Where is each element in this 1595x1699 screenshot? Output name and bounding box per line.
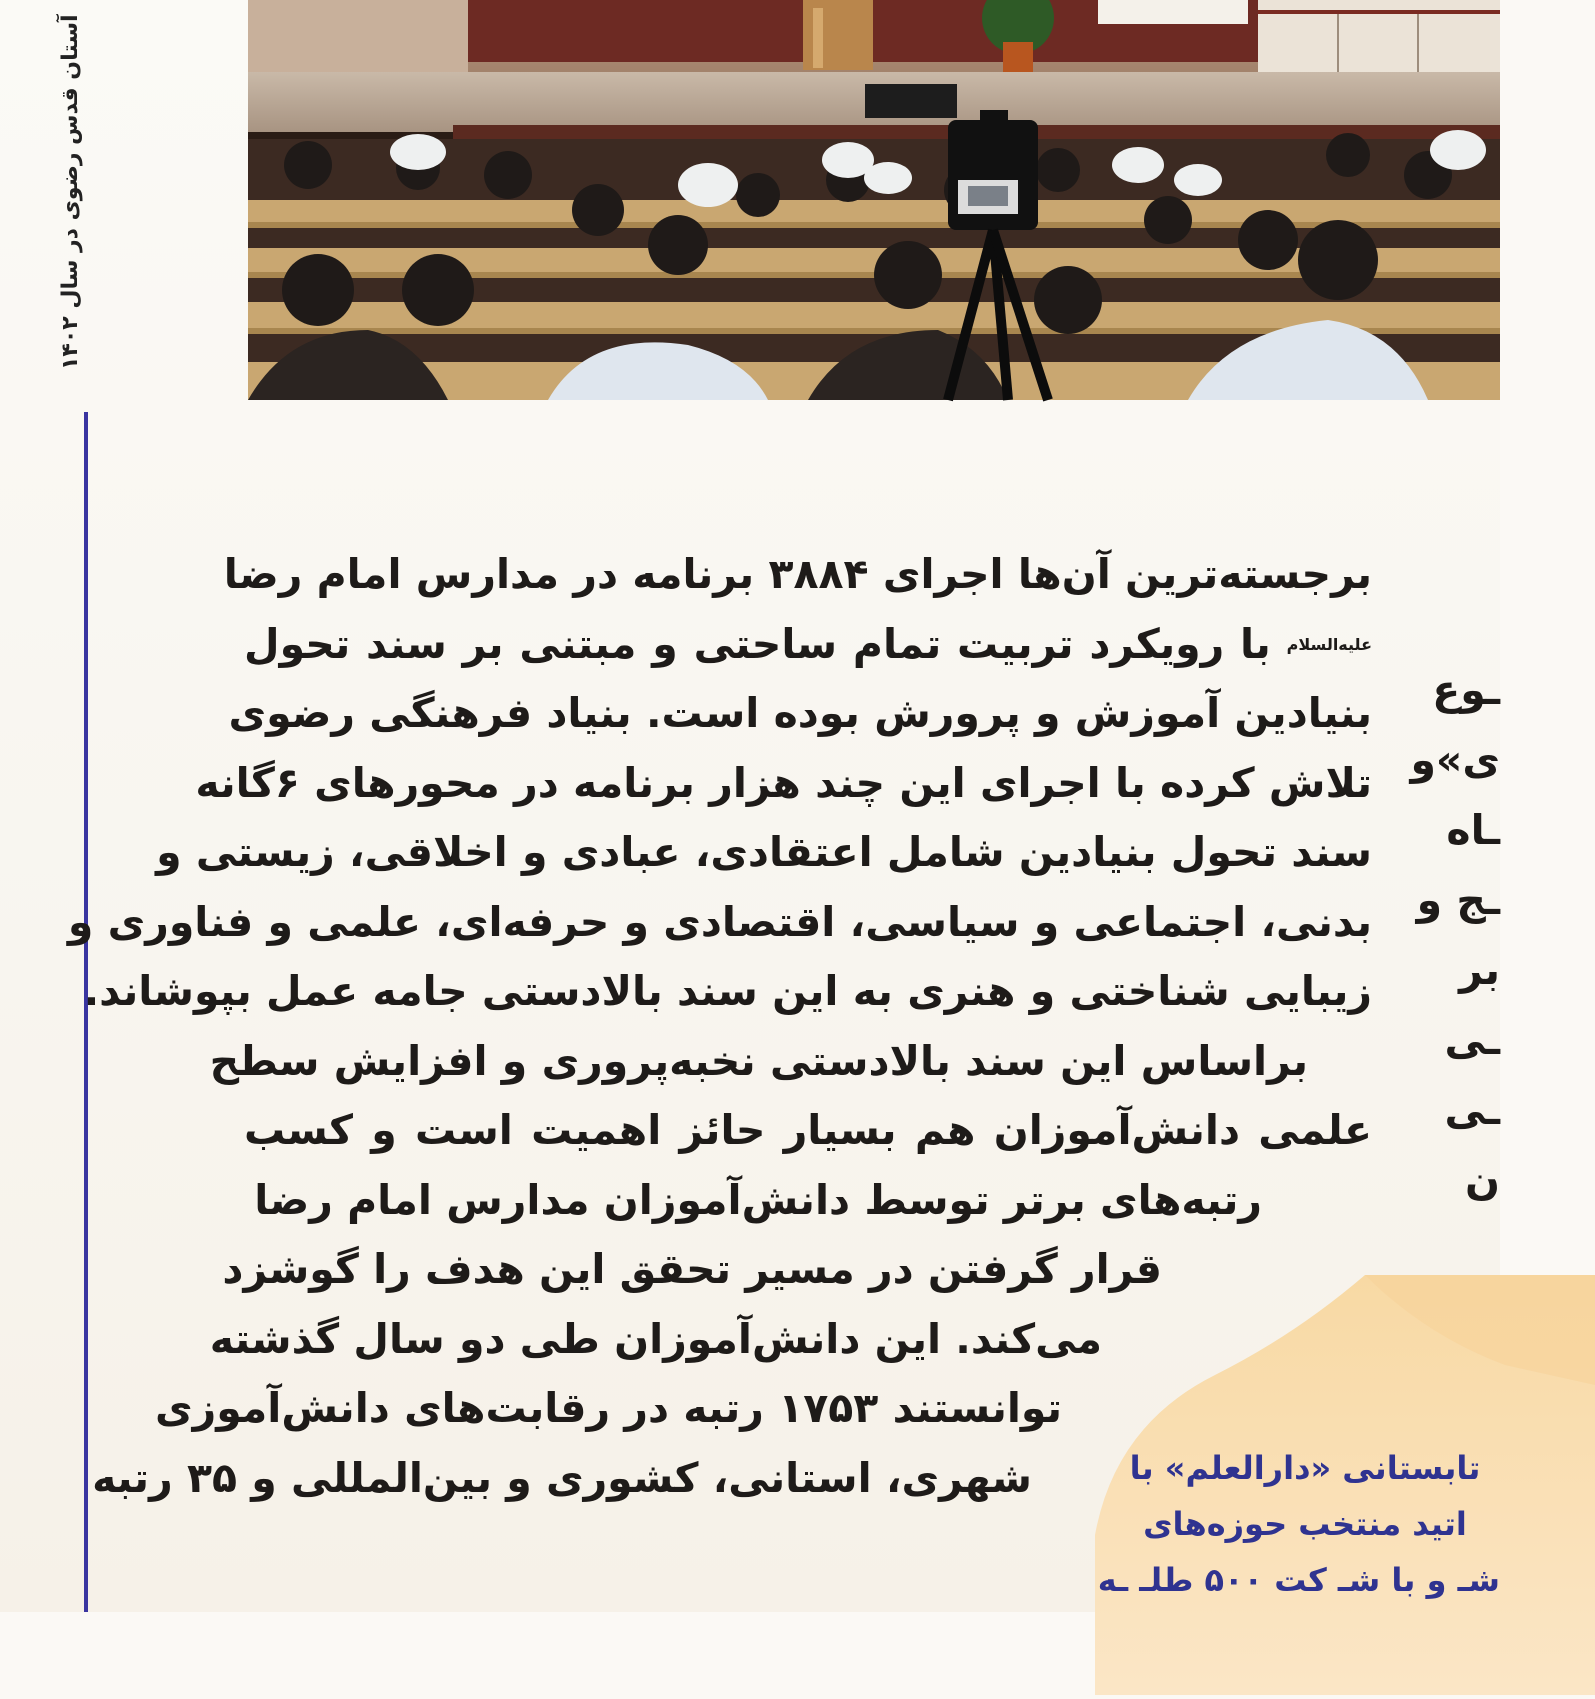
article-line-2-text: با رویکرد تربیت تمام ساحتی و مبتنی بر سند تحول bbox=[244, 619, 1271, 668]
article-line-13: توانستند ۱۷۵۳ رتبه در رقابت‌های دانش‌آموزی bbox=[155, 1384, 1062, 1432]
adjacent-line-8: ن bbox=[1465, 1156, 1500, 1204]
article-line-3: بنیادین آموزش و پرورش بوده است. بنیاد فرهنگی رضوی bbox=[228, 689, 1372, 737]
adjacent-line-5: بر bbox=[1459, 946, 1500, 994]
callout-text bbox=[1097, 1440, 1500, 1608]
article-line-9: علمی دانش‌آموزان هم بسیار حائز اهمیت است و کسب bbox=[244, 1106, 1372, 1154]
adjacent-line-4: ـج و bbox=[1416, 876, 1500, 924]
article-line-14: شهری، استانی، کشوری و بین‌المللی و ۳۵ رتبه bbox=[92, 1453, 1032, 1502]
article-line-10: رتبه‌های برتر توسط دانش‌آموزان مدارس امام رضا bbox=[254, 1175, 1262, 1224]
lecture-hall-photo bbox=[248, 0, 1500, 400]
adjacent-line-7: ـی bbox=[1444, 1086, 1500, 1134]
article-line-4: تلاش کرده با اجرای این چند هزار برنامه در محورهای ۶گانه bbox=[195, 758, 1372, 807]
honorific: علیه‌السلام bbox=[1286, 634, 1372, 654]
adjacent-line-1: ـوع bbox=[1432, 666, 1500, 714]
article-line-6: بدنی، اجتماعی و سیاسی، اقتصادی و حرفه‌ای، علمی و فناوری و bbox=[67, 897, 1372, 946]
callout-line-3: شـ و با شـ کت ۵۰۰ طلـ ـه bbox=[1097, 1561, 1500, 1599]
article-line-11: قرار گرفتن در مسیر تحقق این هدف را گوشزد bbox=[222, 1245, 1162, 1293]
callout-line-2: اتید منتخب حوزه‌های bbox=[1143, 1505, 1467, 1543]
adjacent-column bbox=[1410, 655, 1500, 1215]
article-line-5: سند تحول بنیادین شامل اعتقادی، عبادی و اخلاقی، زیستی و bbox=[156, 828, 1372, 876]
article-line-12: می‌کند. این دانش‌آموزان طی دو سال گذشته bbox=[209, 1314, 1102, 1363]
running-header-text: آستان قدس رضوی در سال ۱۴۰۲ bbox=[58, 14, 83, 370]
adjacent-line-3: ـاه bbox=[1446, 806, 1500, 854]
article-line-7: زیبایی شناختی و هنری به این سند بالادستی جامه عمل بپوشاند. bbox=[83, 967, 1372, 1015]
lecture-hall-illustration bbox=[248, 0, 1500, 400]
article-line-1: برجسته‌ترین آن‌ها اجرای ۳۸۸۴ برنامه در مدارس امام رضا bbox=[223, 550, 1372, 598]
article-line-8: براساس این سند بالادستی نخبه‌پروری و افزایش سطح bbox=[209, 1036, 1308, 1085]
running-header bbox=[58, 0, 118, 400]
callout-line-1: تابستانی «دارالعلم» با bbox=[1129, 1449, 1481, 1487]
article-line-2 bbox=[244, 610, 1372, 680]
adjacent-line-6: ـی bbox=[1444, 1016, 1500, 1064]
adjacent-line-2: ی»و bbox=[1410, 736, 1500, 784]
